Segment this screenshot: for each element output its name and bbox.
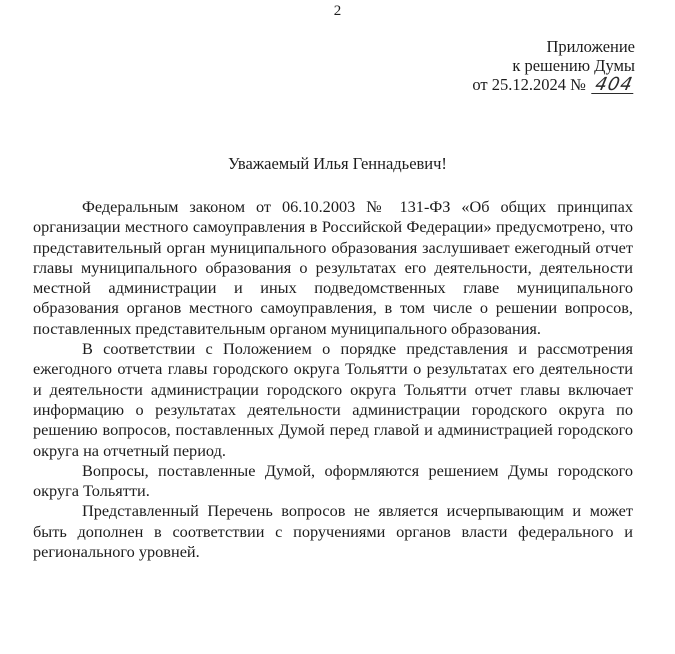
paragraph-federal-law: Федеральным законом от 06.10.2003 № 131-ФЗ «Об общих принципах организации местного самоуправления в Российской Федерации» предусмотрено, что представительный орган муниципального образования заслушивает ежегодный отчет главы муниципального образования о результатах его деятельности, деятельности местной администрации и иных подведомственных главе муниципального образования органов местного самоуправления, в том числе о решении вопросов, поставленных представительным органом муниципального образования. [33, 197, 633, 338]
appendix-date: от 25.12.2024 № [472, 75, 586, 94]
paragraph-questions: Вопросы, поставленные Думой, оформляются решением Думы городского округа Тольятти. [33, 460, 633, 501]
paragraph-regulation: В соответствии с Положением о порядке представления и рассмотрения ежегодного отчета главы городского округа Тольятти о результатах его деятельности и деятельности администрации городского округа Тольятти отчет главы включает информацию о результатах деятельности администрации городского округа по решению вопросов, поставленных Думой перед главой и администрацией городского округа на отчетный период. [33, 339, 633, 460]
letter-body [33, 197, 633, 562]
appendix-decision-ref: к решению Думы [512, 56, 635, 75]
page-number: 2 [333, 3, 342, 19]
salutation: Уважаемый Илья Геннадьевич! [228, 154, 447, 173]
handwritten-decision-number: 404 [591, 77, 637, 94]
appendix-date-line [472, 75, 635, 94]
appendix-block [472, 37, 635, 94]
paragraph-list-note: Представленный Перечень вопросов не является исчерпывающим и может быть дополнен в соответствии с поручениями органов власти федерального и регионального уровней. [33, 501, 633, 562]
appendix-title: Приложение [546, 37, 635, 56]
